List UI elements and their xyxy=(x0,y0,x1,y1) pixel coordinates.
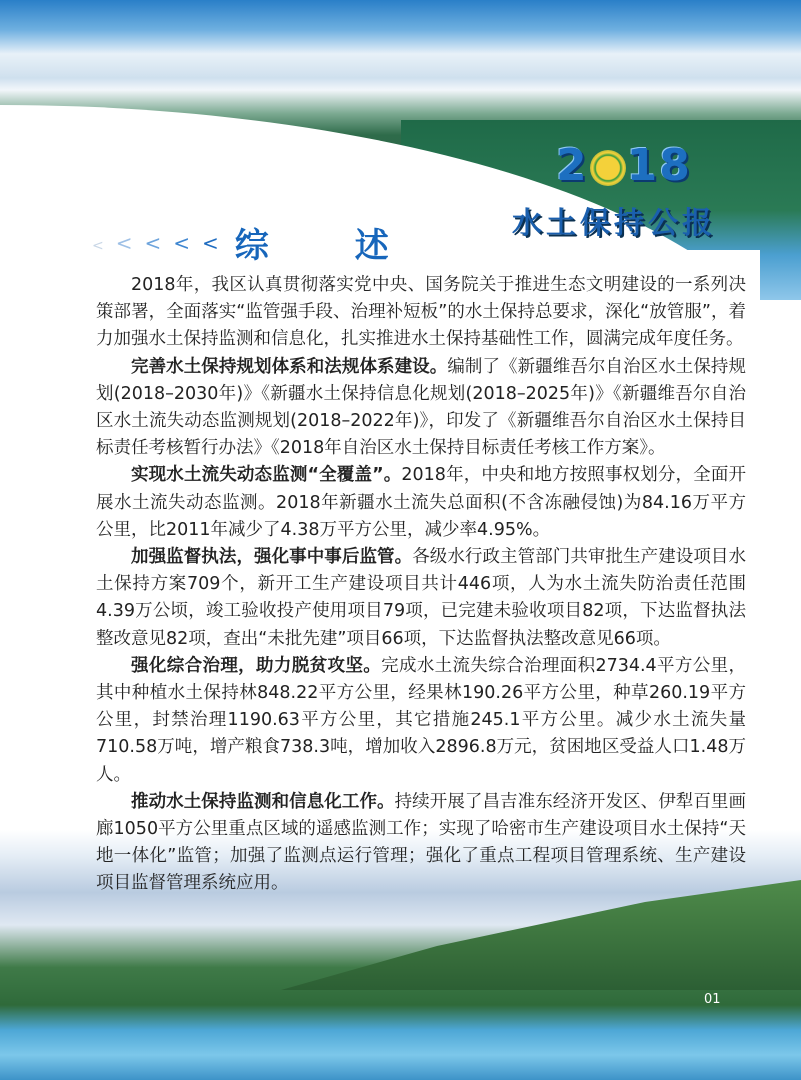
globe-emblem-icon xyxy=(590,150,626,186)
article-body xyxy=(96,272,746,898)
chevron-left-icon: < xyxy=(144,230,162,255)
paragraph-text: 2018年，我区认真贯彻落实党中央、国务院关于推进生态文明建设的一系列决策部署，全面落实“监管强手段、治理补短板”的水土保持总要求，深化“放管服”，着力加强水土保持监测和信息化，扎实推进水土保持基础性工作，圆满完成年度任务。 xyxy=(96,275,746,350)
paragraph xyxy=(96,462,746,544)
section-title: 综 述 xyxy=(234,226,415,266)
paragraph-text: 2018年，中央和地方按照事权划分，全面开展水土流失动态监测。2018年新疆水土流失总面积(不含冻融侵蚀)为84.16万平方公里，比2011年减少了4.38万平方公里，减少率4.95%。 xyxy=(96,465,746,540)
section-heading xyxy=(92,218,415,267)
paragraph-text: 完成水土流失综合治理面积2734.4平方公里，其中种植水土保持林848.22平方公里，经果林190.26平方公里，种草260.19平方公里，封禁治理1190.63平方公里，其它措施245.1平方公里。减少水土流失量710.58万吨，增产粮食738.3吨，增加收入2896.8万元，贫困地区受益人口1.48万人。 xyxy=(96,655,747,785)
chevron-left-icon: < xyxy=(92,237,104,254)
paragraph-lead: 推动水土保持监测和信息化工作。 xyxy=(131,791,395,812)
paragraph xyxy=(96,789,746,898)
chevron-left-icon: < xyxy=(202,230,219,255)
paragraph xyxy=(96,354,746,463)
paragraph-text: 持续开展了昌吉准东经济开发区、伊犁百里画廊1050平方公里重点区域的遥感监测工作；实现了哈密市生产建设项目水土保持“天地一体化”监管；加强了监测点运行管理；强化了重点工程项目管理系统、生产建设项目监督管理系统应用。 xyxy=(96,791,747,894)
paragraph-lead: 强化综合治理，助力脱贫攻坚。 xyxy=(131,655,382,676)
paragraph xyxy=(96,272,746,354)
report-year-logo: 2 18 xyxy=(556,140,692,191)
paragraph-lead: 实现水土流失动态监测“全覆盖”。 xyxy=(131,465,402,486)
paragraph-lead: 加强监督执法，强化事中事后监管。 xyxy=(131,547,413,568)
page-number: 01 xyxy=(704,992,721,1007)
paragraph-lead: 完善水土保持规划体系和法规体系建设。 xyxy=(131,356,448,377)
paragraph-text: 编制了《新疆维吾尔自治区水土保持规划(2018–2030年)》《新疆水土保持信息化规划(2018–2025年)》《新疆维吾尔自治区水土流失动态监测规划(2018–2022年)》，印发了《新疆维吾尔自治区水土保持目标责任考核暂行办法》《2018年自治区水土保持目标责任考核工作方案》。 xyxy=(96,356,747,459)
chevron-left-icons xyxy=(92,231,231,255)
paragraph-text: 各级水行政主管部门共审批生产建设项目水土保持方案709个，新开工生产建设项目共计446项，人为水土流失防治责任范围4.39万公顷，竣工验收投产使用项目79项，已完建未验收项目82项，下达监督执法整改意见82项，查出“未批先建”项目66项，下达监督执法整改意见66项。 xyxy=(96,547,747,649)
paragraph xyxy=(96,544,746,653)
paragraph xyxy=(96,653,746,789)
chevron-left-icon: < xyxy=(173,230,191,255)
chevron-left-icon: < xyxy=(115,230,133,255)
report-title: 水土保持公报 xyxy=(512,206,716,241)
